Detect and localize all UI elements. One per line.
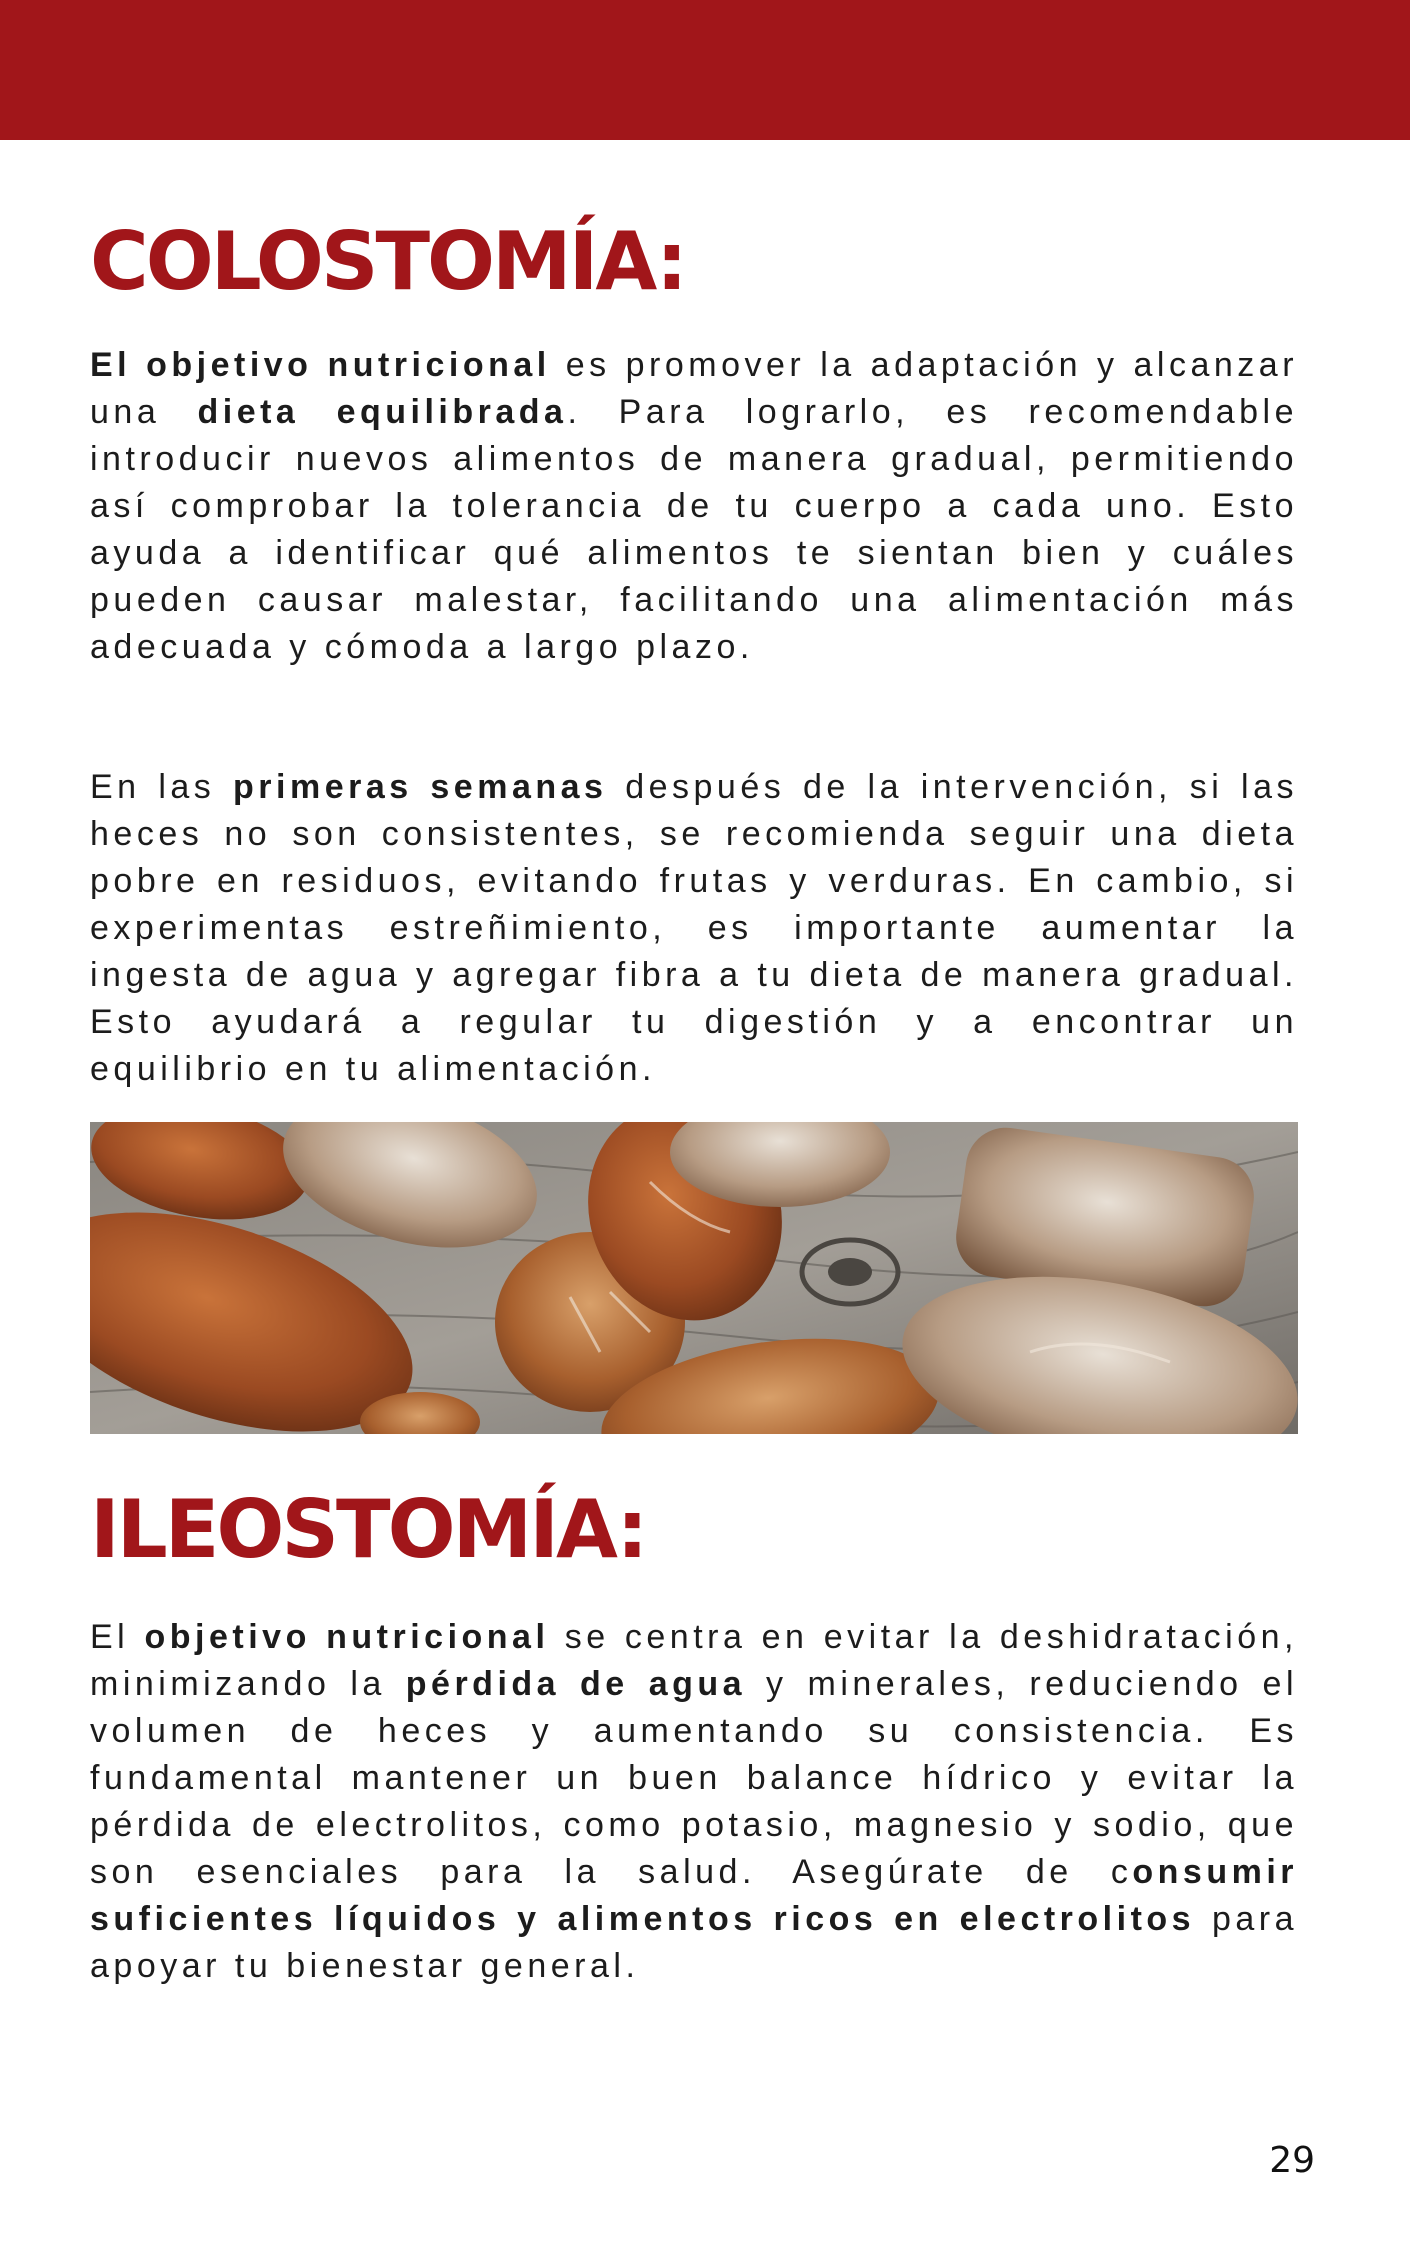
text-run: En las	[90, 768, 234, 806]
bread-photo	[90, 1122, 1298, 1434]
colostomy-heading: COLOSTOMÍA:	[90, 215, 685, 308]
bold-phrase: primeras semanas	[233, 768, 608, 806]
bold-phrase: dieta equilibrada	[197, 393, 568, 431]
text-run: El	[90, 1618, 145, 1656]
colostomy-paragraph-1	[90, 342, 1298, 671]
bold-phrase: El objetivo nutricional	[90, 346, 551, 384]
text-run: y minerales, reduciendo el volumen de heces y aumentando su consistencia. Es fundamental mantener un buen balance hídrico y evitar la pérdida de electrolitos, como potasio, magnesio y sodio, que son esenciales para la salud. Asegúrate de c	[90, 1665, 1298, 1891]
bold-phrase: objetivo nutricional	[144, 1618, 550, 1656]
ileostomy-paragraph	[90, 1614, 1298, 1990]
text-run: después de la intervención, si las heces no son consistentes, se recomienda seguir una dieta pobre en residuos, evitando frutas y verduras. En cambio, si experimentas estreñimiento, es importante aumentar la ingesta de agua y agregar fibra a tu dieta de manera gradual. Esto ayudará a regular tu digestión y a encontrar un equilibrio en tu alimentación.	[90, 768, 1298, 1088]
bold-phrase: onsumir suficientes líquidos y alimentos ricos en electrolitos	[90, 1853, 1298, 1938]
bold-phrase: pérdida de agua	[405, 1665, 747, 1703]
page-number: 29	[1269, 2140, 1315, 2181]
colostomy-paragraph-2	[90, 764, 1298, 1093]
text-run: para apoyar tu bienestar general.	[90, 1900, 1298, 1985]
ileostomy-heading: ILEOSTOMÍA:	[90, 1483, 646, 1576]
text-run: se centra en evitar la deshidratación, minimizando la	[90, 1618, 1298, 1703]
top-color-band	[0, 0, 1410, 140]
text-run: . Para lograrlo, es recomendable introducir nuevos alimentos de manera gradual, permitiendo así comprobar la tolerancia de tu cuerpo a cada uno. Esto ayuda a identificar qué alimentos te sientan bien y cuáles pueden causar malestar, facilitando una alimentación más adecuada y cómoda a largo plazo.	[90, 393, 1298, 666]
text-run: es promover la adaptación y alcanzar una	[90, 346, 1299, 431]
